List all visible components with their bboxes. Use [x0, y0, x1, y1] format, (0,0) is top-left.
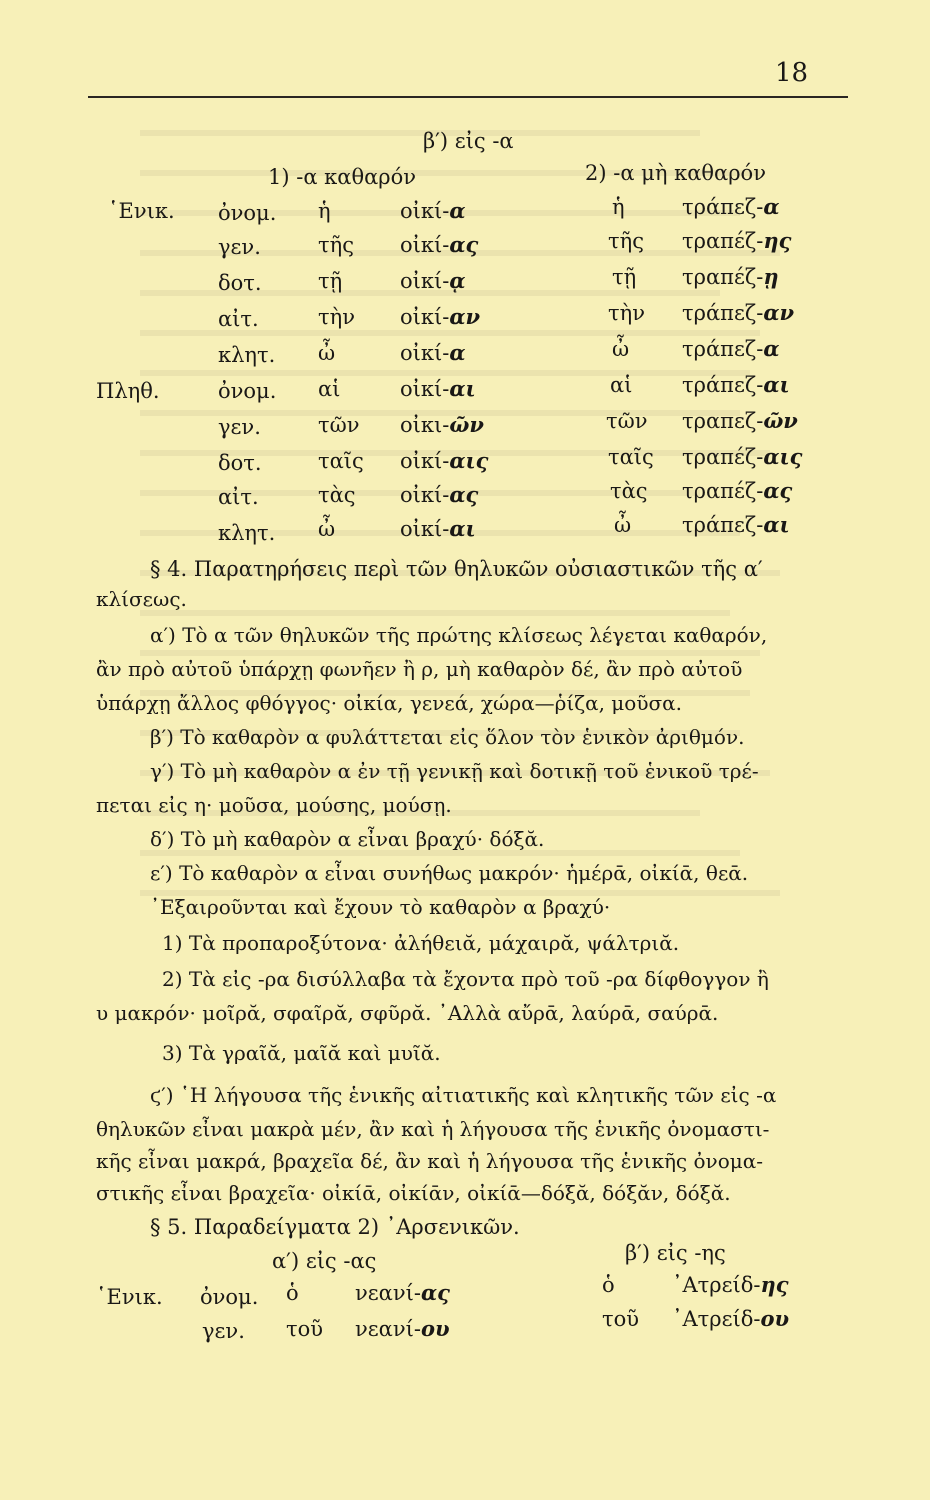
case-label: κλητ.	[218, 521, 276, 545]
case-label: αἰτ.	[218, 307, 259, 331]
case-label: αἰτ.	[218, 485, 259, 509]
section4-line: ᾿Εξαιροῦνται καὶ ἔχουν τὸ καθαρὸν α βραχύ·	[150, 895, 611, 919]
case-label: δοτ.	[218, 451, 262, 475]
case-label: ὀνομ.	[218, 201, 277, 225]
section5-b-heading: β′) εἰς -ης	[625, 1241, 726, 1265]
article-col1: ὦ	[318, 517, 336, 541]
word-col2: τράπεζ-αι	[682, 512, 790, 537]
article-col1: τῇ	[318, 269, 343, 293]
section4-title: § 4. Παρατηρήσεις περὶ τῶν θηλυκῶν οὐσιαστικῶν τῆς α′	[150, 557, 763, 581]
word-col2: τραπέζ-ας	[682, 478, 793, 503]
article-col2: ὁ	[602, 1273, 615, 1297]
case-label: γεν.	[202, 1319, 245, 1343]
section4-line: ὑπάρχῃ ἄλλος φθόγγος· οἰκία, γενεά, χώρα—ῥίζα, μοῦσα.	[96, 691, 682, 715]
article-col1: τὴν	[318, 305, 355, 329]
section-b-heading: β′) εἰς -α	[423, 129, 514, 153]
section5-heading: § 5. Παραδείγματα 2) ᾿Αρσενικῶν.	[150, 1215, 520, 1239]
word-col2: τραπέζ-ης	[682, 228, 792, 253]
section4-line: ϛ′) ῾Η λήγουσα τῆς ἑνικῆς αἰτιατικῆς καὶ κλητικῆς τῶν εἰς -α	[150, 1083, 777, 1107]
case-label: ὀνομ.	[200, 1285, 259, 1309]
section5-number-label: ῾Ενικ.	[96, 1285, 163, 1309]
article-col1: ὦ	[318, 341, 336, 365]
word-col1: οἰκί-αι	[400, 376, 476, 401]
header-rule	[88, 96, 848, 98]
column2-heading: 2) -α μὴ καθαρόν	[585, 161, 766, 185]
section4-line: θηλυκῶν εἶναι μακρὰ μέν, ἂν καὶ ἡ λήγουσα τῆς ἑνικῆς ὀνομαστι-	[96, 1117, 770, 1141]
case-label: κλητ.	[218, 343, 276, 367]
case-label: γεν.	[218, 235, 261, 259]
section4-title-cont: κλίσεως.	[96, 587, 187, 611]
word-col1: οἰκί-ας	[400, 482, 479, 507]
section4-line: στικῆς εἶναι βραχεῖα· οἰκίᾱ, οἰκίᾱν, οἰκίᾱ—δόξᾰ, δόξᾰν, δόξᾰ.	[96, 1181, 731, 1205]
section4-line: δ′) Τὸ μὴ καθαρὸν α εἶναι βραχύ· δόξᾰ.	[150, 827, 545, 851]
word-col2: ᾿Ατρείδ-ου	[672, 1306, 790, 1331]
section4-line: α′) Τὸ α τῶν θηλυκῶν τῆς πρώτης κλίσεως λέγεται καθαρόν,	[150, 623, 768, 647]
word-col2: τραπεζ-ῶν	[682, 408, 798, 433]
section4-line: γ′) Τὸ μὴ καθαρὸν α ἐν τῇ γενικῇ καὶ δοτικῇ τοῦ ἑνικοῦ τρέ-	[150, 759, 759, 783]
section4-line: 2) Τὰ εἰς -ρα δισύλλαβα τὰ ἔχοντα πρὸ τοῦ -ρα δίφθογγον ἢ	[162, 967, 769, 991]
word-col1: οἰκί-α	[400, 340, 466, 365]
article-col1: τῆς	[318, 233, 354, 257]
case-label: δοτ.	[218, 271, 262, 295]
article-col2: τῶν	[606, 409, 648, 433]
section4-line: 1) Τὰ προπαροξύτονα· ἀλήθειᾰ, μάχαιρᾰ, ψάλτριᾰ.	[162, 931, 680, 955]
word-col1: οἰκι-ῶν	[400, 412, 484, 437]
word-col1: νεανί-ου	[355, 1316, 450, 1341]
article-col2: τὴν	[608, 301, 645, 325]
word-col2: τράπεζ-α	[682, 194, 780, 219]
section4-line: κῆς εἶναι μακρά, βραχεῖα δέ, ἂν καὶ ἡ λήγουσα τῆς ἑνικῆς ὀνομα-	[96, 1149, 763, 1173]
article-col1: ἡ	[318, 199, 331, 223]
page-number: 18	[775, 58, 809, 88]
article-col2: αἱ	[610, 373, 633, 397]
word-col2: ᾿Ατρείδ-ης	[672, 1272, 789, 1297]
word-col1: οἰκί-α	[400, 198, 466, 223]
number-label-plural: Πληθ.	[96, 379, 160, 403]
case-label: γεν.	[218, 415, 261, 439]
section4-line: υ μακρόν· μοῖρᾰ, σφαῖρᾰ, σφῦρᾰ. ᾿Αλλὰ αὔρᾱ, λαύρᾱ, σαύρᾱ.	[96, 1001, 719, 1025]
article-col1: τοῦ	[286, 1317, 324, 1341]
word-col1: οἰκί-αν	[400, 304, 481, 329]
word-col1: οἰκί-αις	[400, 448, 489, 473]
article-col2: τῇ	[612, 265, 637, 289]
number-label-singular: ῾Ενικ.	[108, 199, 175, 223]
article-col2: ὦ	[614, 513, 632, 537]
case-label: ὀνομ.	[218, 379, 277, 403]
section4-line: ε′) Τὸ καθαρὸν α εἶναι συνήθως μακρόν· ἡμέρᾱ, οἰκίᾱ, θεᾱ.	[150, 861, 749, 885]
article-col2: τῆς	[608, 229, 644, 253]
word-col1: οἰκί-ας	[400, 232, 479, 257]
article-col2: τοῦ	[602, 1307, 640, 1331]
column1-heading: 1) -α καθαρόν	[268, 165, 417, 189]
article-col1: αἱ	[318, 377, 341, 401]
article-col1: ὁ	[286, 1281, 299, 1305]
word-col1: οἰκί-αι	[400, 516, 476, 541]
article-col2: ὦ	[612, 337, 630, 361]
section4-line: β′) Τὸ καθαρὸν α φυλάττεται εἰς ὅλον τὸν ἑνικὸν ἀριθμόν.	[150, 725, 745, 749]
article-col2: τὰς	[610, 479, 648, 503]
article-col2: ἡ	[612, 195, 625, 219]
article-col2: ταῖς	[608, 445, 654, 469]
word-col2: τραπέζ-αις	[682, 444, 803, 469]
word-col2: τραπέζ-ῃ	[682, 264, 779, 289]
article-col1: ταῖς	[318, 449, 364, 473]
article-col1: τὰς	[318, 483, 356, 507]
word-col2: τράπεζ-αν	[682, 300, 795, 325]
article-col1: τῶν	[318, 413, 360, 437]
word-col2: τράπεζ-αι	[682, 372, 790, 397]
section4-line: πεται εἰς η· μοῦσα, μούσης, μούσῃ.	[96, 793, 452, 817]
word-col2: τράπεζ-α	[682, 336, 780, 361]
section4-line: 3) Τὰ γραῖᾰ, μαῖᾰ καὶ μυῖᾰ.	[162, 1041, 441, 1065]
section4-line: ἂν πρὸ αὐτοῦ ὑπάρχῃ φωνῆεν ἢ ρ, μὴ καθαρὸν δέ, ἂν πρὸ αὐτοῦ	[96, 657, 743, 681]
word-col1: οἰκί-ᾳ	[400, 268, 466, 293]
word-col1: νεανί-ας	[355, 1280, 450, 1305]
section5-a-heading: α′) εἰς -ας	[272, 1249, 377, 1273]
